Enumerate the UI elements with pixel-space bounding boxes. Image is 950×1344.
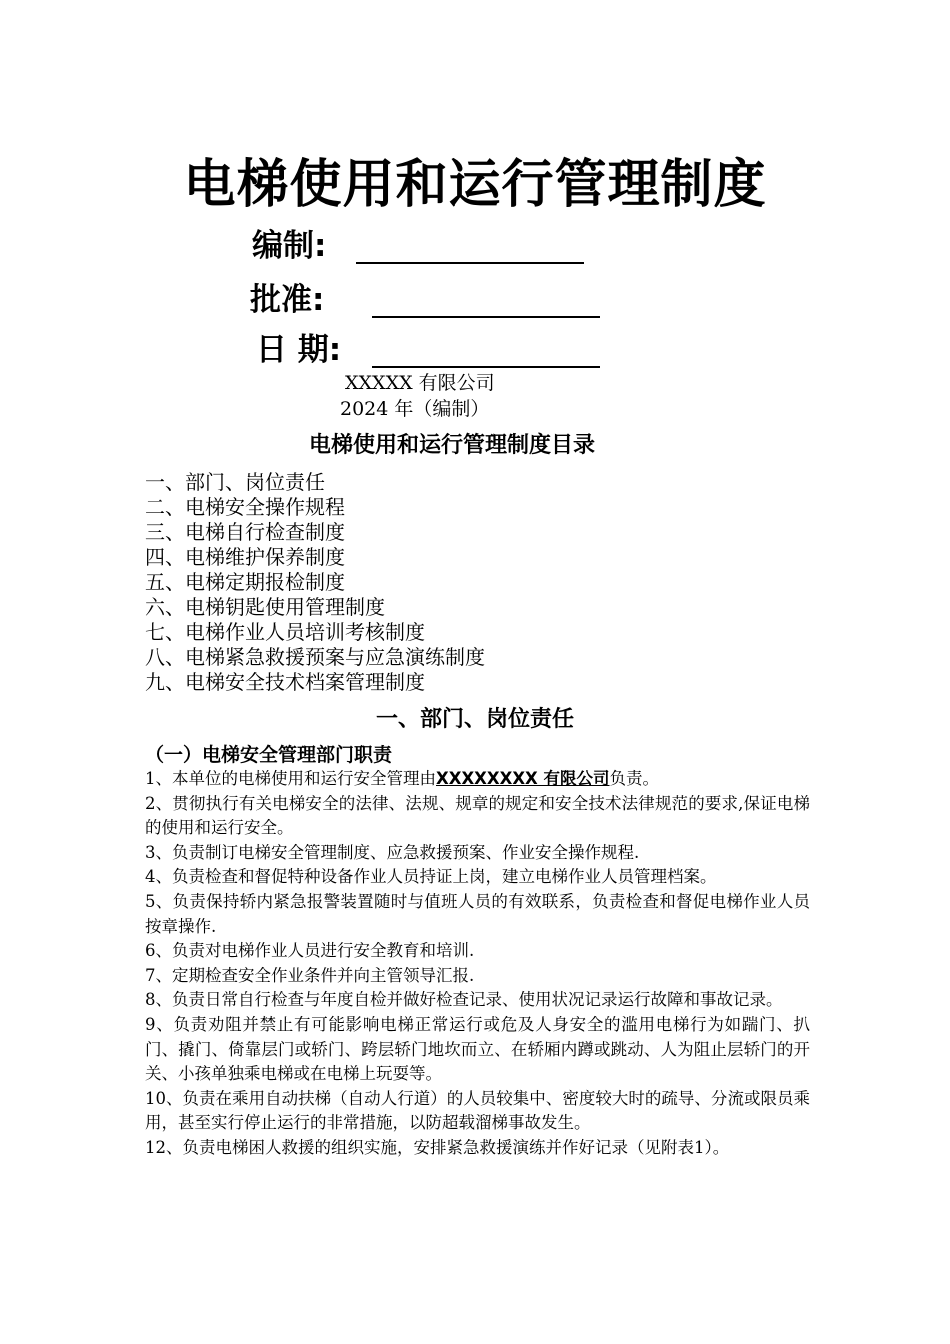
signoff-approved-line [372,316,600,318]
subsection-heading: （一）电梯安全管理部门职责 [145,744,393,766]
toc-item: 四、电梯维护保养制度 [145,545,345,569]
duties-list [145,767,810,1161]
toc-item: 二、电梯安全操作规程 [145,495,345,519]
year-line: 2024 年（编制） [340,398,490,420]
company-name: XXXXX 有限公司 [345,372,495,394]
signoff-date-label: 日 期: [256,332,342,368]
toc-item: 一、部门、岗位责任 [145,470,325,494]
duty-item: 2、贯彻执行有关电梯安全的法律、法规、规章的规定和安全技术法律规范的要求,保证电梯的使用和运行安全。 [145,793,810,838]
duty-item: 3、负责制订电梯安全管理制度、应急救援预案、作业安全操作规程. [145,842,640,862]
toc-item: 九、电梯安全技术档案管理制度 [145,670,425,694]
toc-title: 电梯使用和运行管理制度目录 [308,433,595,458]
duty-text: 负责。 [609,769,660,788]
toc-item: 六、电梯钥匙使用管理制度 [145,595,385,619]
toc-item: 三、电梯自行检查制度 [145,520,345,544]
document-title: 电梯使用和运行管理制度 [183,155,767,215]
duty-item: 8、负责日常自行检查与年度自检并做好检查记录、使用状况记录运行故障和事故记录。 [145,990,783,1010]
signoff-date-row [256,330,616,370]
duty-item: 4、负责检查和督促特种设备作业人员持证上岗，建立电梯作业人员管理档案。 [145,867,717,887]
duty-text: 1、本单位的电梯使用和运行安全管理由 [145,769,436,788]
toc-item: 八、电梯紧急救援预案与应急演练制度 [145,645,485,669]
signoff-approved-label: 批准: [250,282,325,318]
duty-item: 12、负责电梯困人救援的组织实施，安排紧急救援演练并作好记录（见附表1）。 [145,1137,730,1157]
duty-item: 6、负责对电梯作业人员进行安全教育和培训. [145,941,475,961]
signoff-date-line [372,366,600,368]
duty-item: 7、定期检查安全作业条件并向主管领导汇报. [145,965,475,985]
table-of-contents [145,470,485,695]
toc-item: 五、电梯定期报检制度 [145,570,345,594]
duty-item: 10、负责在乘用自动扶梯（自动人行道）的人员较集中、密度较大时的疏导、分流或限员乘用，甚至实行停止运行的非常措施，以防超载溜梯事故发生。 [145,1088,810,1133]
signoff-compiled-row [252,226,592,266]
duty-item: 9、负责劝阻并禁止有可能影响电梯正常运行或危及人身安全的滥用电梯行为如踹门、扒门、撬门、倚靠层门或轿门、跨层轿门地坎而立、在轿厢内蹲或跳动、人为阻止层轿门的开关、小孩单独乘电梯或在电梯上玩耍等。 [145,1014,810,1084]
duty-item [145,767,810,792]
signoff-compiled-line [356,262,584,264]
signoff-compiled-label: 编制: [252,228,327,264]
duty-item: 5、负责保持轿内紧急报警装置随时与值班人员的有效联系，负责检查和督促电梯作业人员按章操作. [145,891,810,936]
company-underlined: XXXXXXXX 有限公司 [436,769,610,788]
toc-item: 七、电梯作业人员培训考核制度 [145,620,425,644]
section-heading: 一、部门、岗位责任 [375,707,574,732]
signoff-approved-row [250,280,610,320]
